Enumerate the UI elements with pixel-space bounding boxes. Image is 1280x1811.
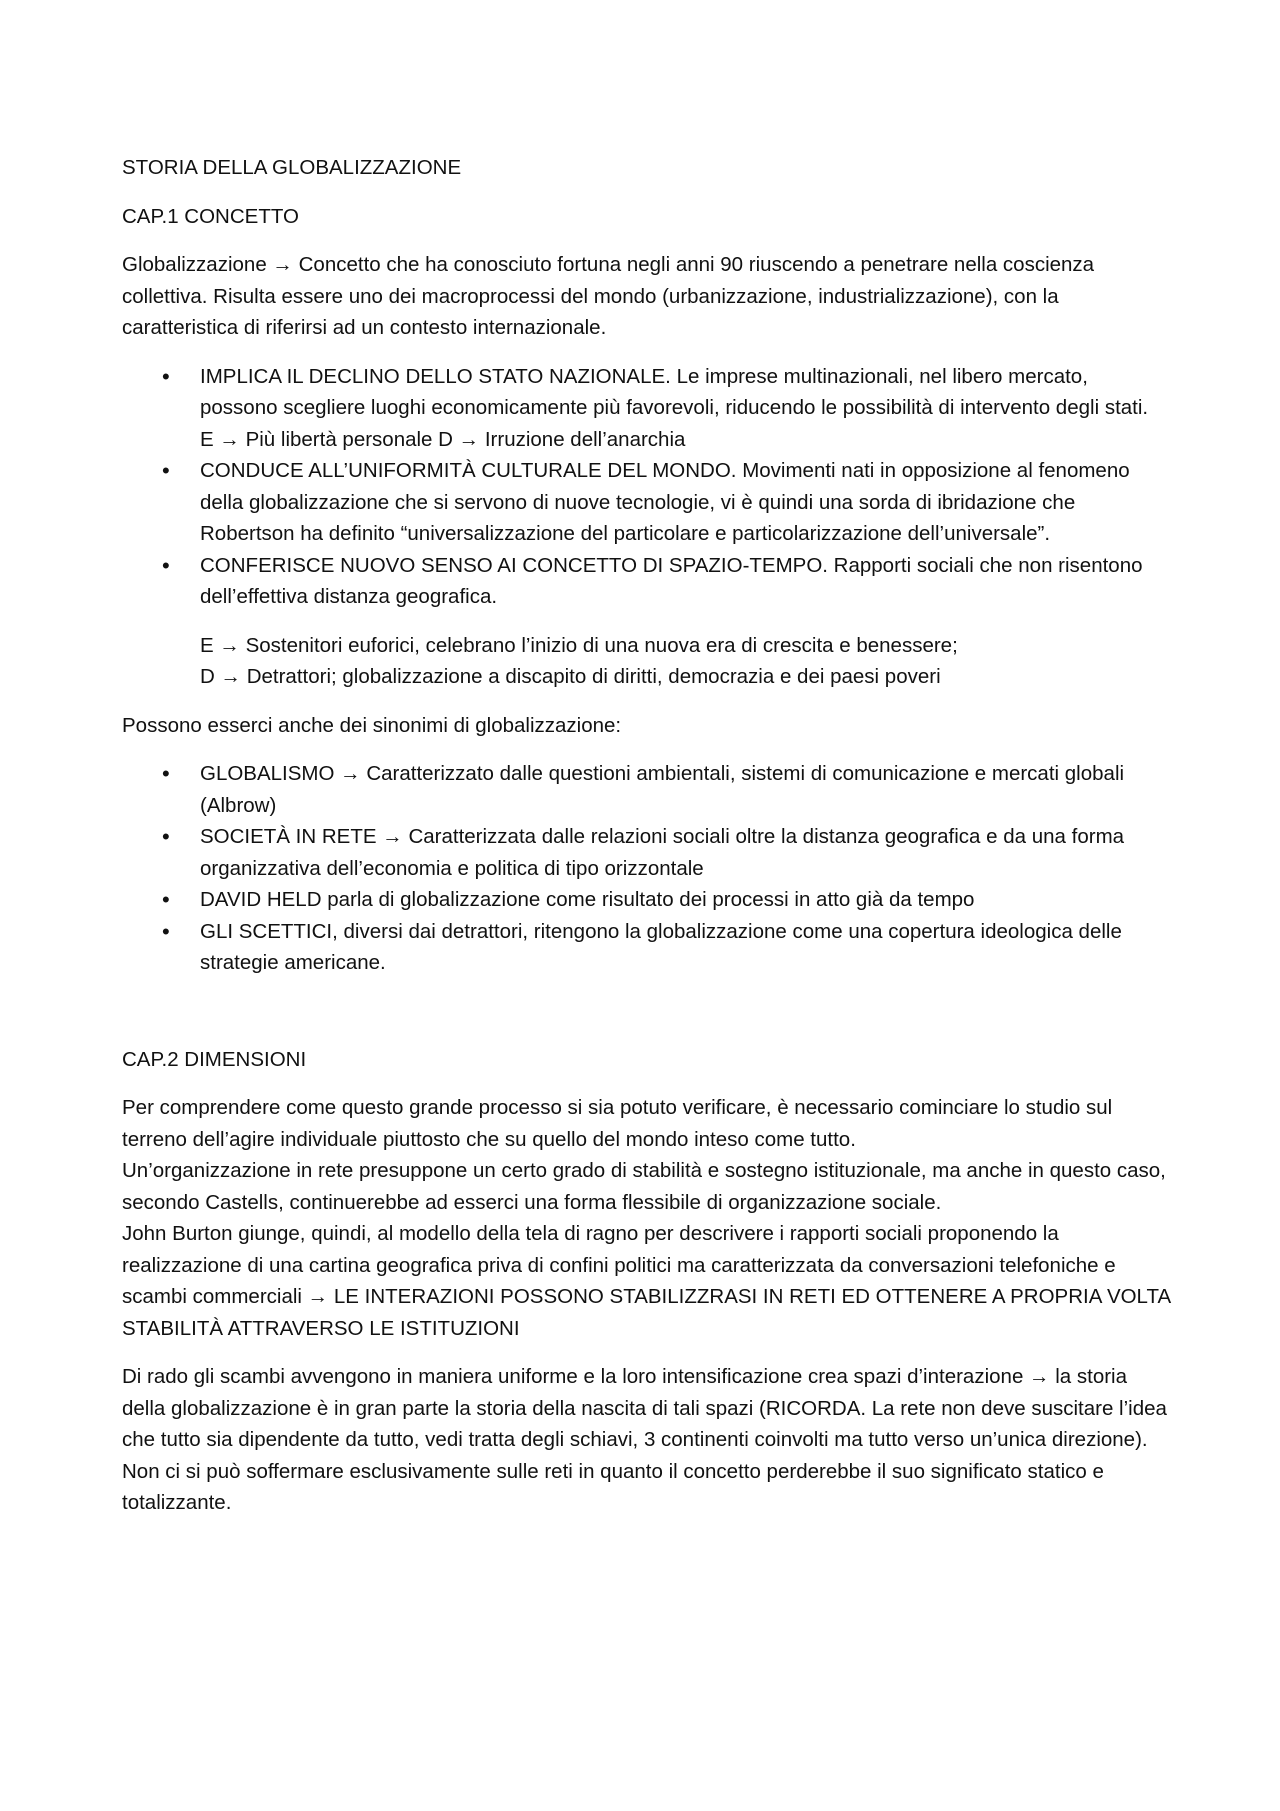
pro-line: E → Sostenitori euforici, celebrano l’inizio di una nuova era di crescita e benessere; bbox=[200, 633, 958, 657]
list-item: • SOCIETÀ IN RETE → Caratterizzata dalle relazioni sociali oltre la distanza geografica e da una forma organizzativa dell’economia e politica di tipo orizzontale bbox=[200, 821, 1170, 884]
list-item bbox=[200, 550, 1170, 613]
bullet-text: • CONDUCE ALL’UNIFORMITÀ CULTURALE DEL MONDO. Movimenti nati in opposizione al fenomeno della globalizzazione che si servono di nuove tecnologie, vi è quindi una sorda di ibridazione che Robertson ha definito “universalizzazione del particolare e particolarizzazione dell’universale”. bbox=[200, 459, 1130, 545]
bullet-text: • IMPLICA IL DECLINO DELLO STATO NAZIONALE. Le imprese multinazionali, nel libero mercato, possono scegliere luoghi economicamente più favorevoli, riducendo le possibilità di intervento degli stati. bbox=[200, 364, 1149, 419]
contra-line: D → Detrattori; globalizzazione a discapito di diritti, democrazia e dei paesi poveri bbox=[200, 665, 941, 688]
bullet-subline: E → Più libertà personale D → Irruzione dell’anarchia bbox=[200, 427, 686, 451]
pro-contra-block bbox=[122, 630, 1170, 693]
synonyms-intro: Possono esserci anche dei sinonimi di globalizzazione: bbox=[122, 713, 622, 737]
list-item bbox=[200, 455, 1170, 550]
bullet-text: • CONFERISCE NUOVO SENSO AI CONCETTO DI SPAZIO-TEMPO. Rapporti sociali che non risentono dell’effettiva distanza geografica. bbox=[200, 553, 1143, 608]
list-item: • GLI SCETTICI, diversi dai detrattori, ritengono la globalizzazione come una copertura ideologica delle strategie americane. bbox=[200, 916, 1170, 979]
synonyms-list bbox=[122, 758, 1170, 979]
list-item bbox=[200, 361, 1170, 456]
paragraph-line: Di rado gli scambi avvengono in maniera uniforme e la loro intensificazione crea spazi d’interazione → la storia della globalizzazione è in gran parte la storia della nascita di tali spazi (RICORDA. La rete non deve suscitare l’idea che tutto sia dipendente da tutto, vedi tratta degli schiavi, 3 continenti coinvolti ma tutto verso un’unica direzione). bbox=[122, 1365, 1167, 1451]
chapter-2-heading: CAP.2 DIMENSIONI bbox=[122, 1047, 307, 1071]
list-item: • GLOBALISMO → Caratterizzato dalle questioni ambientali, sistemi di comunicazione e mercati globali (Albrow) bbox=[200, 758, 1170, 821]
chapter-1-heading: CAP.1 CONCETTO bbox=[122, 204, 299, 228]
document-title: STORIA DELLA GLOBALIZZAZIONE bbox=[122, 156, 462, 179]
chapter-1-bullet-list bbox=[122, 361, 1170, 613]
chapter-2-paragraph-2 bbox=[122, 1361, 1170, 1519]
section-spacer bbox=[122, 996, 1170, 1044]
paragraph-line: Per comprendere come questo grande processo si sia potuto verificare, è necessario cominciare lo studio sul terreno dell’agire individuale piuttosto che su quello del mondo inteso come tutto. bbox=[122, 1096, 1113, 1151]
paragraph-line: Non ci si può soffermare esclusivamente sulle reti in quanto il concetto perderebbe il suo significato statico e totalizzante. bbox=[122, 1459, 1104, 1514]
list-item: • DAVID HELD parla di globalizzazione come risultato dei processi in atto già da tempo bbox=[200, 884, 1170, 916]
paragraph-line: John Burton giunge, quindi, al modello della tela di ragno per descrivere i rapporti sociali proponendo la realizzazione di una cartina geografica priva di confini politici ma caratterizzata da conversazioni telefoniche e scambi commerciali → LE INTERAZIONI POSSONO STABILIZZRASI IN RETI ED OTTENERE A PROPRIA VOLTA STABILITÀ ATTRAVERSO LE ISTITUZIONI bbox=[122, 1222, 1170, 1340]
chapter-2-paragraph-1 bbox=[122, 1092, 1170, 1344]
chapter-1-intro: Globalizzazione → Concetto che ha conosciuto fortuna negli anni 90 riuscendo a penetrare nella coscienza collettiva. Risulta essere uno dei macroprocessi del mondo (urbanizzazione, industrializzazione), con la caratteristica di riferirsi ad un contesto internazionale. bbox=[122, 253, 1095, 339]
paragraph-line: Un’organizzazione in rete presuppone un certo grado di stabilità e sostegno istituzionale, ma anche in questo caso, secondo Castells, continuerebbe ad esserci una forma flessibile di organizzazione sociale. bbox=[122, 1159, 1166, 1214]
